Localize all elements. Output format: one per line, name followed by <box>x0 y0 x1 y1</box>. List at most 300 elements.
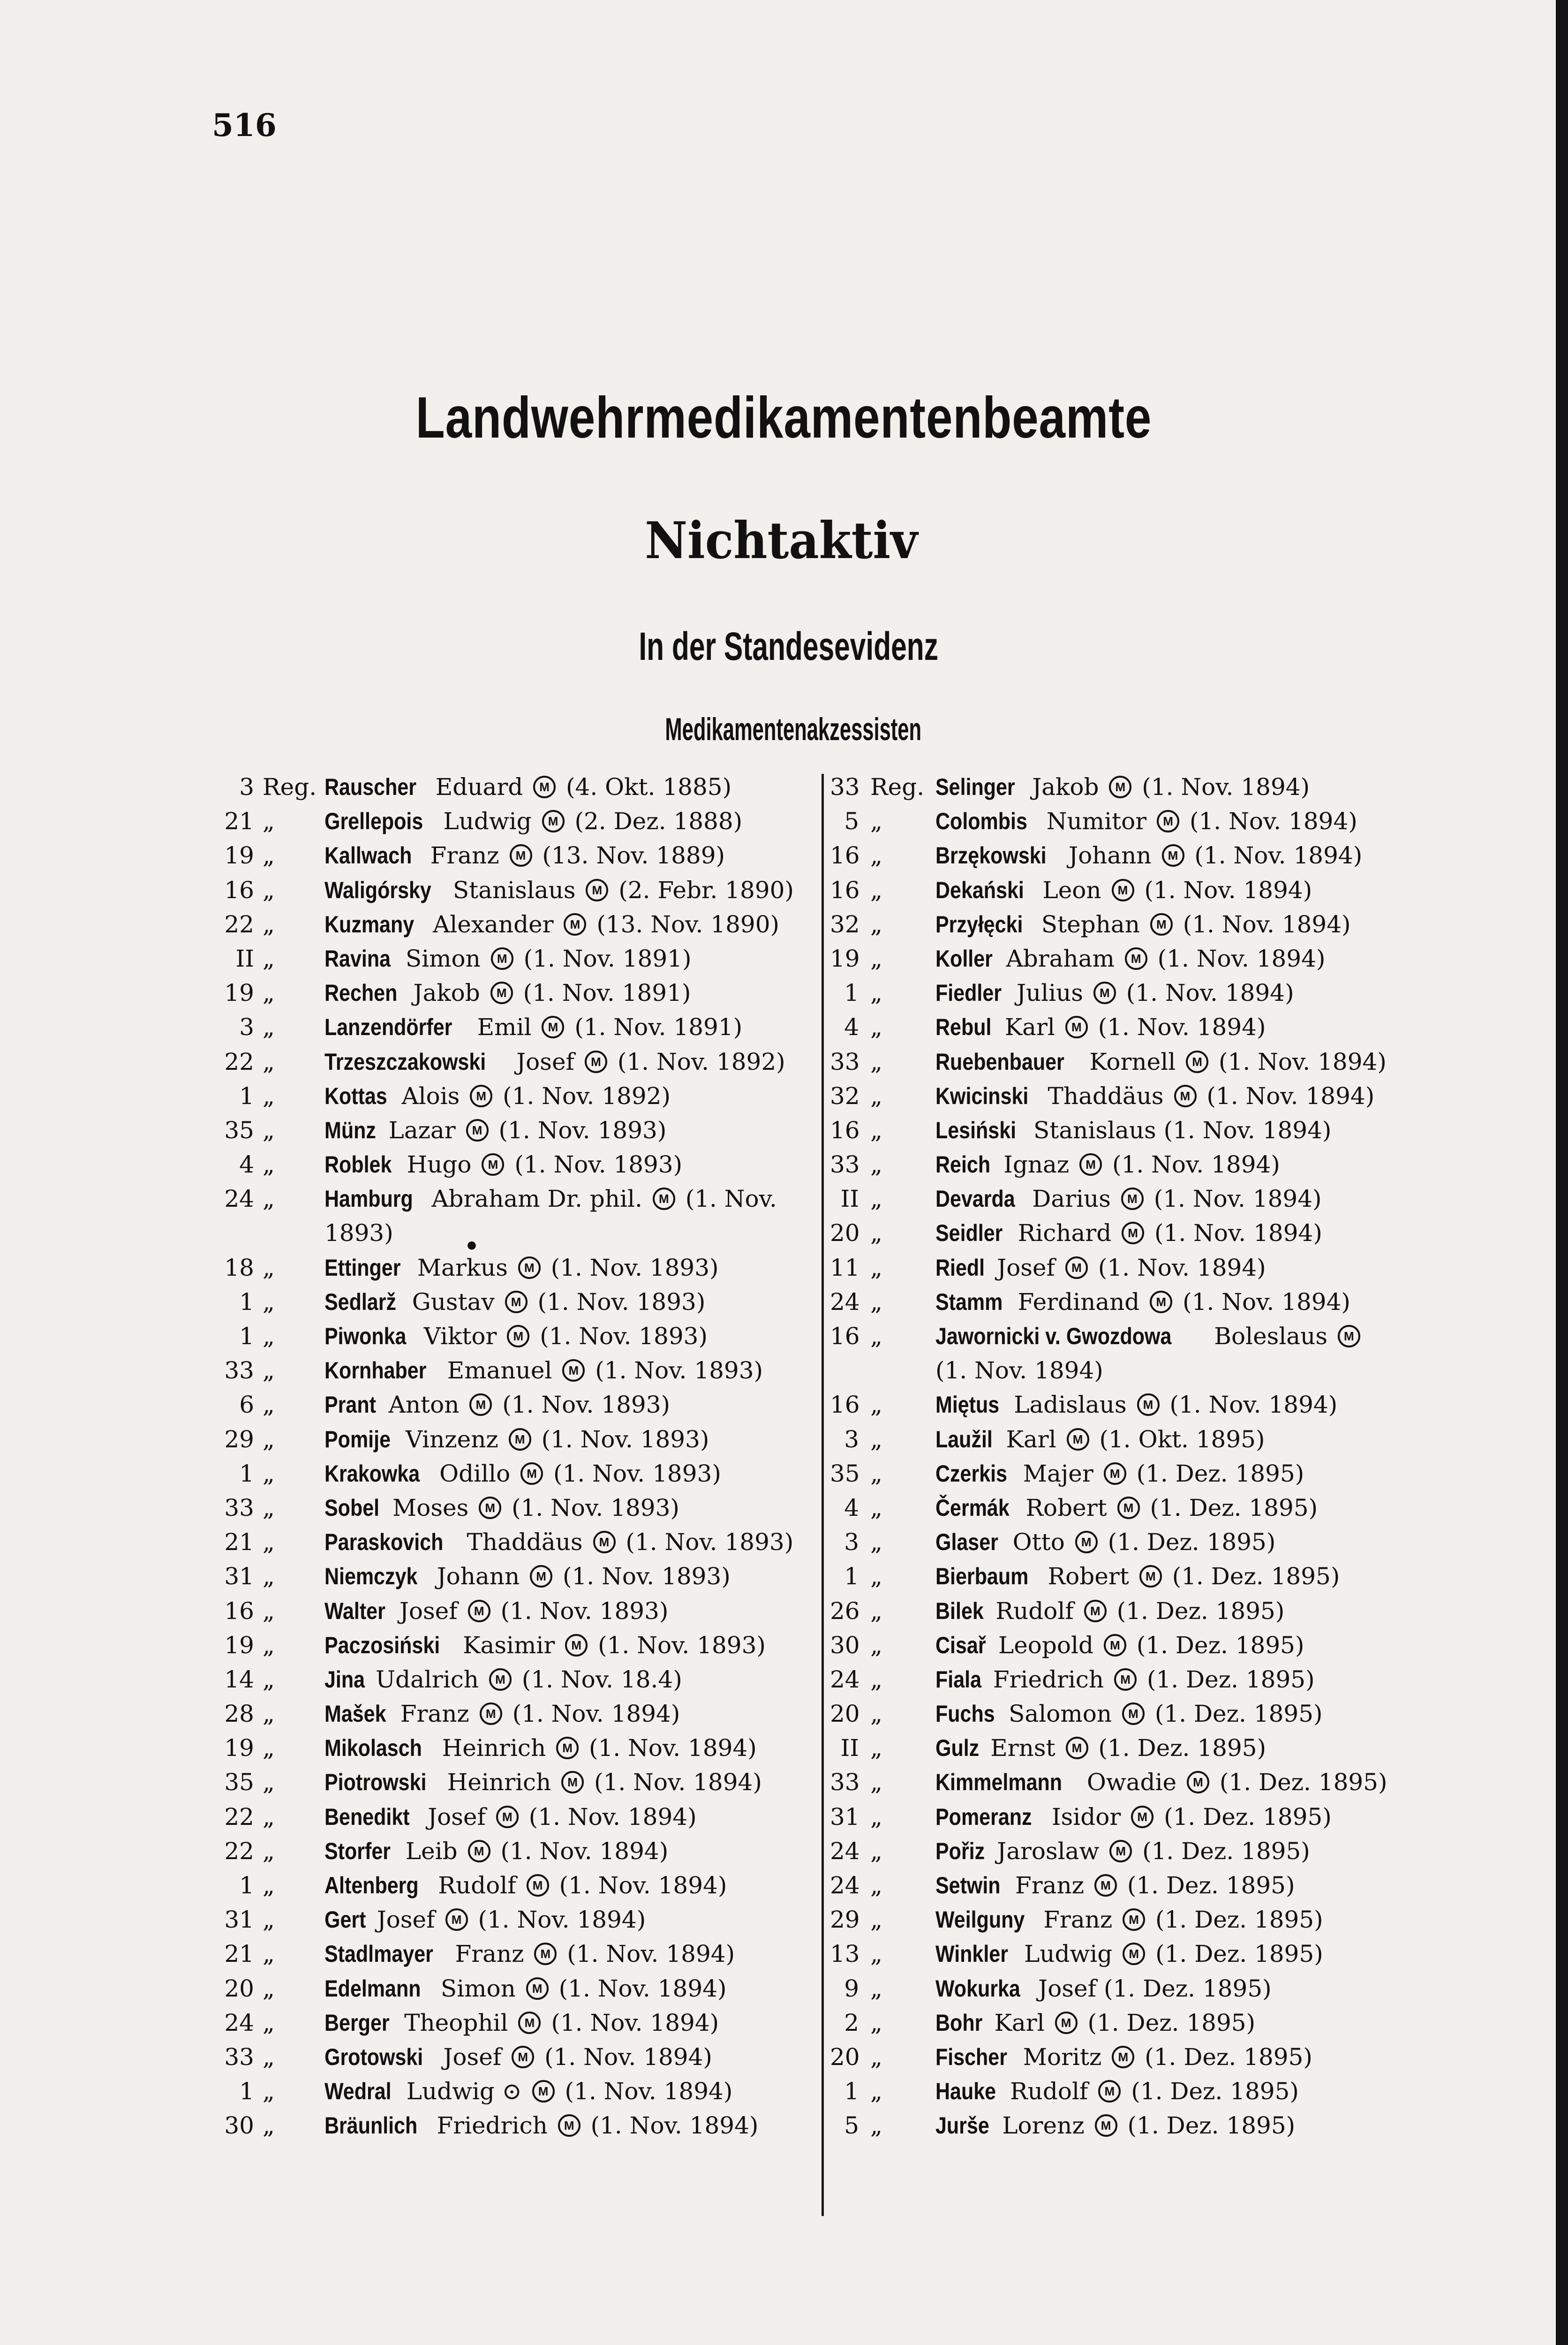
entry-text <box>324 1010 742 1044</box>
regiment-number: 1 <box>844 2078 859 2105</box>
given-name: Hugo <box>407 1151 472 1179</box>
appointment-date: (1. Dez. 1895) <box>1127 1872 1295 1899</box>
entry-text <box>324 804 742 839</box>
regiment-label: „ <box>263 1425 275 1453</box>
regiment-number: 20 <box>830 1219 860 1247</box>
list-item <box>830 1113 1440 1148</box>
regiment-label: „ <box>870 1528 882 1556</box>
surname: Mikolasch <box>324 1735 422 1762</box>
appointment-date: (13. Nov. 1889) <box>542 842 725 870</box>
entry-text <box>324 942 691 976</box>
medal-m-icon: M <box>468 1600 490 1622</box>
appointment-date: (1. Nov. 1891) <box>574 1014 743 1041</box>
list-item <box>216 1972 816 2006</box>
given-name: Josef <box>428 1803 486 1831</box>
given-name: Numitor <box>1046 808 1147 835</box>
regiment-label: „ <box>870 945 882 972</box>
appointment-date: (1. Nov. 1894) <box>559 1872 727 1899</box>
appointment-date: (1. Dez. 1895) <box>1164 1803 1332 1831</box>
appointment-date: (2. Dez. 1888) <box>574 808 743 835</box>
regiment-label: „ <box>263 979 275 1007</box>
list-item <box>830 1868 1440 1903</box>
regiment-label: „ <box>870 1665 882 1693</box>
medal-m-icon: M <box>527 1874 549 1897</box>
regiment-number: 24 <box>830 1872 860 1899</box>
regiment-number: 35 <box>224 1769 254 1796</box>
list-item <box>830 1422 1440 1457</box>
surname: Devarda <box>935 1186 1015 1212</box>
entry-text <box>324 2006 719 2040</box>
surname: Miętus <box>935 1392 1000 1418</box>
medal-m-icon: M <box>1131 1806 1153 1828</box>
regiment-label: „ <box>263 2009 275 2036</box>
given-name: Gustav <box>412 1288 495 1316</box>
regiment-number: 1 <box>239 1082 254 1110</box>
given-name: Josef <box>516 1048 575 1075</box>
regiment-label: „ <box>263 1288 275 1316</box>
list-item <box>830 1765 1440 1800</box>
surname: Winkler <box>935 1941 1008 1967</box>
regiment-label: „ <box>263 1974 275 2002</box>
given-name: Abraham <box>1006 945 1115 972</box>
entry-text <box>324 1457 721 1491</box>
surname: Koller <box>935 945 993 972</box>
given-name: Ludwig ⊙ <box>406 2078 522 2105</box>
entry-text <box>324 908 779 942</box>
given-name: Friedrich <box>993 1665 1104 1693</box>
list-item <box>830 1457 1440 1491</box>
regiment-number: 33 <box>830 1048 860 1075</box>
regiment-number: 24 <box>224 1185 254 1213</box>
entry-text <box>324 1972 726 2006</box>
list-item <box>216 2074 816 2109</box>
given-name: Simon <box>405 945 481 972</box>
entry-text <box>935 2040 1312 2074</box>
regiment-label: „ <box>870 1082 882 1110</box>
regiment-number: 20 <box>224 1974 254 2002</box>
given-name: Owadie <box>1086 1769 1177 1796</box>
regiment-number: 1 <box>844 1563 859 1590</box>
list-item <box>830 1731 1440 1765</box>
entry-text <box>324 1491 679 1525</box>
appointment-date: (1. Nov. 1894) <box>1112 1151 1280 1179</box>
medal-m-icon: M <box>520 1462 543 1485</box>
list-item <box>216 1663 816 1697</box>
list-item <box>830 1045 1440 1079</box>
medal-m-icon: M <box>1066 1737 1088 1759</box>
medal-m-icon: M <box>1338 1325 1360 1347</box>
appointment-date: (1. Nov. 1894) <box>528 1803 697 1831</box>
regiment-label: „ <box>870 808 882 835</box>
regiment-number: 35 <box>224 1116 254 1144</box>
regiment-label: „ <box>870 842 882 870</box>
surname: Pomije <box>324 1426 391 1452</box>
given-name: Leon <box>1042 876 1101 904</box>
appointment-date: (1. Dez. 1895) <box>1136 1460 1304 1487</box>
surname: Kimmelmann <box>935 1769 1063 1796</box>
medal-m-icon: M <box>1125 947 1147 970</box>
regiment-label: „ <box>870 1837 882 1865</box>
list-item <box>830 1594 1440 1628</box>
regiment-label: „ <box>263 910 275 938</box>
surname: Hamburg <box>324 1186 413 1212</box>
given-name: Jakob <box>1032 773 1099 801</box>
appointment-date: (4. Okt. 1885) <box>566 773 732 801</box>
list-item <box>216 976 816 1010</box>
appointment-date: (1. Nov. 1892) <box>617 1048 785 1075</box>
surname: Reich <box>935 1151 991 1178</box>
regiment-number: 32 <box>830 910 860 938</box>
regiment-label: Reg. <box>263 773 317 801</box>
surname: Riedl <box>935 1254 985 1281</box>
appointment-date: (1. Nov. 1893) <box>595 1357 763 1384</box>
medal-m-icon: M <box>1067 1428 1089 1451</box>
list-item <box>830 1972 1440 2006</box>
surname: Grotowski <box>324 2043 423 2070</box>
appointment-date: (1. Nov. 1894) <box>1142 773 1310 801</box>
surname: Sobel <box>324 1494 380 1521</box>
appointment-date: (1. Dez. 1895) <box>1146 1665 1315 1693</box>
regiment-label: „ <box>870 1494 882 1521</box>
list-item <box>216 1457 816 1491</box>
regiment-number: 21 <box>224 1528 254 1556</box>
medal-m-icon: M <box>490 982 513 1004</box>
medal-m-icon: M <box>585 1051 607 1073</box>
medal-m-icon: M <box>556 1737 579 1759</box>
medal-m-icon: M <box>526 1977 549 2000</box>
regiment-label: „ <box>870 1974 882 2002</box>
list-item <box>830 1628 1440 1663</box>
list-item <box>216 2109 816 2143</box>
regiment-label: „ <box>870 1803 882 1831</box>
surname: Altenberg <box>324 1872 419 1899</box>
regiment-number: 33 <box>830 773 860 801</box>
surname: Kuzmany <box>324 911 415 938</box>
medal-m-icon: M <box>562 1359 585 1382</box>
entry-text <box>324 2109 758 2143</box>
appointment-date: (1. Nov. 1894) <box>1189 808 1357 835</box>
list-item <box>216 1525 816 1559</box>
medal-m-icon: M <box>534 1943 557 1965</box>
given-name: Emanuel <box>447 1357 552 1384</box>
appointment-date: (1. Dez. 1895) <box>1127 2112 1296 2140</box>
surname: Čermák <box>935 1494 1010 1521</box>
medal-m-icon: M <box>1104 1462 1126 1485</box>
regiment-number: 20 <box>830 1700 860 1728</box>
entry-text <box>324 1903 646 1937</box>
list-item <box>216 1319 816 1354</box>
list-item <box>830 1525 1440 1559</box>
given-name: Franz <box>455 1940 524 1968</box>
entry-text <box>324 1731 757 1765</box>
regiment-label: „ <box>870 1460 882 1487</box>
regiment-number: 1 <box>239 1872 254 1899</box>
entry-text <box>324 1559 731 1594</box>
regiment-label: „ <box>870 1769 882 1796</box>
appointment-date: (1. Nov. 1894) <box>1194 842 1363 870</box>
appointment-date: (1. Dez. 1895) <box>1131 2078 1299 2105</box>
regiment-label: „ <box>263 808 275 835</box>
medal-m-icon: M <box>505 1291 528 1313</box>
entry-text <box>324 1079 671 1113</box>
regiment-label: „ <box>870 1391 882 1419</box>
appointment-date: (1. Nov. 1892) <box>503 1082 671 1110</box>
entry-text <box>324 1800 697 1834</box>
surname: Storfer <box>324 1838 391 1864</box>
list-item <box>216 1559 816 1594</box>
entry-text <box>935 1559 1340 1594</box>
appointment-date: (1. Nov. 1894) <box>551 2009 719 2036</box>
regiment-number: 33 <box>830 1151 860 1179</box>
left-column-list <box>216 770 816 2143</box>
surname: Sedlarž <box>324 1288 396 1315</box>
appointment-date: (1. Nov. 1894) <box>1157 945 1326 972</box>
appointment-date: (1. Nov. 1894) <box>565 2078 733 2105</box>
entry-text <box>935 1079 1374 1113</box>
appointment-date: (1. Okt. 1895) <box>1099 1425 1265 1453</box>
entry-text <box>935 1800 1332 1834</box>
surname: Grellepois <box>324 808 423 835</box>
entry-text <box>324 1285 705 1319</box>
list-item <box>216 1594 816 1628</box>
given-name: Moses <box>392 1494 469 1521</box>
list-item <box>830 1663 1440 1697</box>
medal-m-icon: M <box>1079 1153 1102 1176</box>
medal-m-icon: M <box>480 1702 502 1725</box>
surname: Benedikt <box>324 1803 410 1830</box>
list-item <box>830 1251 1440 1285</box>
given-name: Majer <box>1023 1460 1093 1487</box>
appointment-date: (1. Nov. 1894) <box>594 1769 762 1796</box>
list-item <box>830 1148 1440 1182</box>
entry-text <box>935 1251 1266 1285</box>
entry-text <box>324 1868 727 1903</box>
appointment-date: (1. Nov. 1893) <box>512 1494 679 1521</box>
regiment-label: „ <box>870 1151 882 1179</box>
medal-m-icon: M <box>561 1771 584 1793</box>
regiment-number: 1 <box>239 1323 254 1350</box>
given-name: Emil <box>477 1014 532 1041</box>
surname: Kallwach <box>324 842 412 869</box>
regiment-label: „ <box>870 1563 882 1590</box>
medal-m-icon: M <box>482 1153 504 1176</box>
medal-m-icon: M <box>1114 1668 1137 1691</box>
appointment-date: (1. Dez. 1895) <box>1103 1974 1272 2002</box>
regiment-number: 5 <box>844 2112 859 2140</box>
regiment-number: 16 <box>224 1597 254 1625</box>
regiment-label: „ <box>263 1940 275 1968</box>
regiment-label: „ <box>870 1048 882 1075</box>
entry-text <box>935 1697 1323 1731</box>
regiment-label: „ <box>263 1185 275 1213</box>
surname: Wokurka <box>935 1975 1020 2002</box>
right-column-list <box>830 770 1440 2143</box>
regiment-number: 3 <box>844 1528 859 1556</box>
regiment-number: II <box>840 1734 859 1762</box>
list-item <box>830 1216 1440 1250</box>
list-item <box>830 1937 1440 1971</box>
list-item <box>830 1559 1440 1594</box>
list-item <box>830 873 1440 908</box>
given-name: Darius <box>1032 1185 1111 1213</box>
entry-text <box>935 873 1312 908</box>
regiment-label: „ <box>263 1906 275 1934</box>
entry-text <box>324 770 731 804</box>
regiment-label: „ <box>263 1494 275 1521</box>
given-name: Johann <box>1069 842 1152 870</box>
given-name: Udalrich <box>375 1665 479 1693</box>
regiment-label: „ <box>263 1631 275 1659</box>
appointment-date: (1. Nov. 1893) <box>541 1425 709 1453</box>
regiment-number: 5 <box>844 808 859 835</box>
entry-text <box>324 2074 732 2109</box>
regiment-number: 16 <box>830 842 860 870</box>
surname: Lesiński <box>935 1117 1017 1143</box>
list-item <box>830 1903 1440 1937</box>
given-name: Josef <box>997 1254 1055 1281</box>
regiment-number: 24 <box>830 1837 860 1865</box>
entry-text <box>324 1251 719 1285</box>
regiment-label: „ <box>870 2009 882 2036</box>
regiment-number: 29 <box>830 1906 860 1934</box>
surname: Mašek <box>324 1701 386 1727</box>
given-name: Robert <box>1048 1563 1129 1590</box>
regiment-label: „ <box>263 1837 275 1865</box>
medal-m-icon: M <box>1137 1393 1160 1416</box>
list-item <box>830 976 1440 1010</box>
given-name: Josef <box>1038 1974 1097 2002</box>
appointment-date: (2. Febr. 1890) <box>618 876 794 904</box>
entry-text <box>935 976 1294 1010</box>
regiment-number: 16 <box>224 876 254 904</box>
regiment-number: 14 <box>224 1665 254 1693</box>
appointment-date: (1. Nov. 1893) <box>498 1116 667 1144</box>
given-name: Alois <box>401 1082 460 1110</box>
appointment-date: (1. Nov. 1893) <box>500 1597 669 1625</box>
entry-text <box>935 1663 1315 1697</box>
given-name: Odillo <box>439 1460 511 1487</box>
regiment-label: „ <box>263 1151 275 1179</box>
appointment-date: (1. Nov. 1894) <box>512 1700 680 1728</box>
page-title: Landwehrmedikamentenbeamte <box>415 386 1152 450</box>
medal-m-icon: M <box>507 1325 529 1347</box>
entry-text <box>324 1319 708 1354</box>
regiment-number: 22 <box>224 1837 254 1865</box>
given-name: Ignaz <box>1003 1151 1070 1179</box>
surname: Kwicinski <box>935 1082 1029 1109</box>
appointment-date: (1. Nov. 1894) <box>1219 1048 1387 1075</box>
regiment-label: „ <box>263 1014 275 1041</box>
regiment-number: 1 <box>844 979 859 1007</box>
appointment-date: (1. Nov. 1894) <box>1206 1082 1375 1110</box>
appointment-date: (1. Nov. 1893) <box>502 1391 671 1419</box>
regiment-number: 19 <box>224 1734 254 1762</box>
entry-text <box>324 1045 785 1079</box>
entry-text <box>935 1388 1337 1422</box>
entry-text <box>324 1422 709 1457</box>
regiment-label: „ <box>870 876 882 904</box>
section-heading: In der Standesevidenz <box>639 624 938 668</box>
surname: Przyłęcki <box>935 911 1023 938</box>
regiment-label: „ <box>263 1563 275 1590</box>
surname: Fuchs <box>935 1701 995 1727</box>
regiment-label: „ <box>263 2043 275 2071</box>
given-name: Abraham Dr. phil. <box>431 1185 642 1213</box>
medal-m-icon: M <box>1112 2046 1134 2068</box>
surname: Setwin <box>935 1872 1001 1899</box>
entry-text <box>324 1628 766 1663</box>
medal-m-icon: M <box>532 2080 555 2103</box>
entry-text <box>935 1010 1266 1044</box>
appointment-date: (1. Nov. 1891) <box>523 945 692 972</box>
regiment-label: „ <box>870 1734 882 1762</box>
medal-m-icon: M <box>565 1634 588 1657</box>
appointment-date: (1. Nov. 1894) <box>1183 1288 1350 1316</box>
regiment-label: „ <box>263 1391 275 1419</box>
regiment-label: „ <box>263 1323 275 1350</box>
medal-m-icon: M <box>1109 776 1131 798</box>
given-name: Stanislaus <box>1033 1116 1156 1144</box>
list-item <box>216 1868 816 1903</box>
surname: Cisař <box>935 1632 986 1658</box>
given-name: Friedrich <box>437 2112 548 2140</box>
list-item <box>830 1491 1440 1525</box>
appointment-date: (1. Dez. 1895) <box>1098 1734 1266 1762</box>
medal-m-icon: M <box>653 1188 675 1210</box>
given-name: Eduard <box>435 773 523 801</box>
surname: Bohr <box>935 2009 983 2036</box>
entry-text <box>935 1594 1284 1628</box>
appointment-date: (1. Nov. 1894) <box>567 1940 735 1968</box>
appointment-date: (1. Nov. 1893) <box>550 1254 719 1281</box>
regiment-number: II <box>840 1185 859 1213</box>
medal-m-icon: M <box>1095 2114 1117 2137</box>
surname: Seidler <box>935 1220 1003 1247</box>
appointment-date: (1. Nov. 1894) <box>500 1837 669 1865</box>
regiment-number: 4 <box>844 1494 859 1521</box>
appointment-date: (13. Nov. 1890) <box>596 910 780 938</box>
medal-m-icon: M <box>1121 1188 1144 1210</box>
regiment-label: „ <box>870 1700 882 1728</box>
entry-text <box>935 1868 1295 1903</box>
surname: Bräunlich <box>324 2112 418 2139</box>
list-item <box>830 770 1440 804</box>
regiment-label: „ <box>870 1631 882 1659</box>
appointment-date: (1. Nov. 1894) <box>1098 1254 1266 1281</box>
regiment-number: 19 <box>224 1631 254 1659</box>
given-name: Leopold <box>998 1631 1093 1659</box>
surname: Trzeszczakowski <box>324 1048 486 1075</box>
regiment-label: „ <box>870 979 882 1007</box>
medal-m-icon: M <box>542 810 565 832</box>
entry-text <box>935 1113 1331 1148</box>
regiment-label: „ <box>870 1425 882 1453</box>
given-name: Thaddäus <box>467 1528 583 1556</box>
regiment-number: 19 <box>224 842 254 870</box>
list-item <box>216 2006 816 2040</box>
surname: Czerkis <box>935 1460 1007 1487</box>
regiment-number: 33 <box>224 2043 254 2071</box>
appointment-date: (1. Nov. 1893) <box>514 1151 683 1179</box>
given-name: Ludwig <box>443 808 532 835</box>
regiment-number: 33 <box>224 1357 254 1384</box>
given-name: Josef <box>377 1906 435 1934</box>
regiment-label: „ <box>263 1254 275 1281</box>
regiment-number: 31 <box>224 1906 254 1934</box>
column-divider <box>822 774 824 2216</box>
list-item <box>216 942 816 976</box>
regiment-number: 22 <box>224 1048 254 1075</box>
